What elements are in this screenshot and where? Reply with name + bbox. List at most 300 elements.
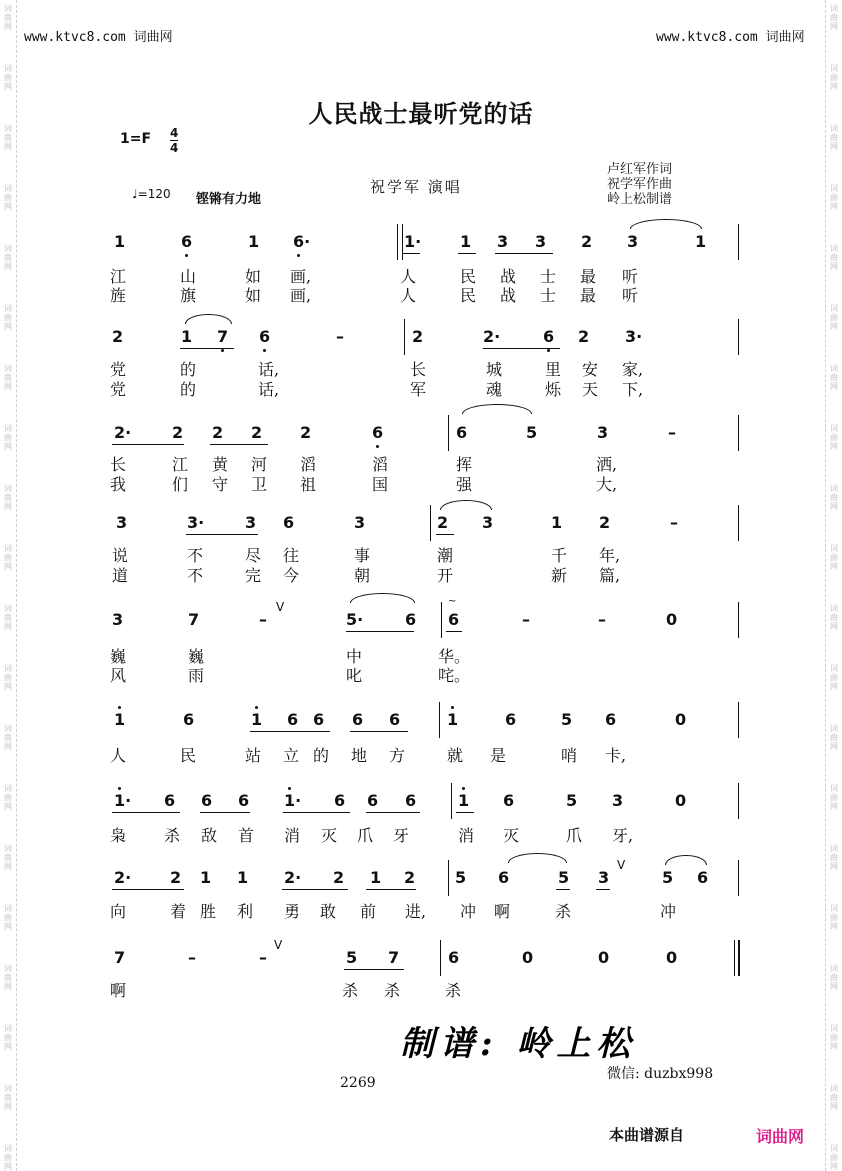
note: 3 — [535, 232, 547, 251]
slur — [350, 593, 415, 603]
note: 7 — [188, 610, 200, 629]
credits — [607, 162, 672, 207]
slur — [665, 855, 707, 865]
lyric-syllable: 的 — [180, 380, 197, 399]
note: 6 — [181, 232, 193, 251]
watermark-glyphs: 词 曲 网 — [830, 724, 838, 751]
lyric-syllable: 民 — [460, 267, 477, 286]
lyric-syllable: 旗 — [180, 286, 197, 305]
octave-dot-below — [263, 349, 266, 352]
watermark-glyphs: 词 曲 网 — [830, 124, 838, 151]
barline — [397, 224, 398, 260]
note: 5 — [558, 868, 570, 887]
note: 6 — [164, 791, 176, 810]
octave-dot-below — [221, 349, 224, 352]
beam-underline — [350, 731, 408, 732]
lyric-syllable: 道 — [112, 566, 129, 585]
lyric-syllable: 地 — [351, 746, 368, 765]
note: 1 — [251, 710, 263, 729]
slur — [440, 500, 492, 510]
lyric-syllable: 哨 — [561, 746, 578, 765]
barline — [734, 940, 735, 976]
note: 6 — [287, 710, 299, 729]
barline — [430, 505, 431, 541]
lyric-syllable: 话, — [258, 360, 280, 379]
lyric-syllable: 滔 — [372, 455, 389, 474]
lyric-syllable: 巍 — [110, 647, 127, 666]
note: 6 — [605, 710, 617, 729]
note: 1 — [460, 232, 472, 251]
note: 5 — [455, 868, 467, 887]
octave-dot-below — [297, 254, 300, 257]
note: 6 — [448, 948, 460, 967]
lyric-syllable: 爪 — [357, 826, 374, 845]
note: 6 — [389, 710, 401, 729]
note: 2 — [404, 868, 416, 887]
octave-dot-below — [185, 254, 188, 257]
note: 0 — [675, 710, 687, 729]
watermark-glyphs: 词 曲 网 — [830, 4, 838, 31]
lyric-syllable: 听 — [622, 267, 639, 286]
lyric-syllable: 事 — [354, 546, 371, 565]
maker-signature: 制谱: 岭上松 — [400, 1024, 637, 1064]
lyric-syllable: 们 — [172, 475, 189, 494]
note: 1· — [284, 791, 302, 810]
lyric-syllable: 最 — [580, 267, 597, 286]
note: 6 — [697, 868, 709, 887]
lyric-syllable: 天 — [582, 380, 599, 399]
note: 1 — [114, 710, 126, 729]
beam-underline — [250, 731, 330, 732]
watermark-glyphs: 词 曲 网 — [830, 364, 838, 391]
lyric-syllable: 就 — [447, 746, 464, 765]
note: 3 — [116, 513, 128, 532]
note: 6 — [503, 791, 515, 810]
lyric-syllable: 巍 — [188, 647, 205, 666]
trill-ornament: ~ — [448, 596, 457, 607]
lyric-syllable: 强 — [456, 475, 473, 494]
beam-underline — [366, 812, 420, 813]
slur — [185, 314, 232, 324]
watermark-glyphs: 词 曲 网 — [830, 424, 838, 451]
lyric-syllable: 开 — [437, 566, 454, 585]
watermark-glyphs: 词 曲 网 — [4, 244, 12, 271]
beam-underline — [186, 534, 258, 535]
lyric-syllable: 洒, — [596, 455, 618, 474]
lyric-syllable: 中 — [346, 647, 363, 666]
watermark-glyphs: 词 曲 网 — [830, 1024, 838, 1051]
beam-underline — [495, 253, 553, 254]
lyric-syllable: 方 — [389, 746, 406, 765]
right-watermark-strip — [825, 0, 842, 1171]
note: 2 — [412, 327, 424, 346]
note: – — [188, 948, 196, 967]
left-watermark-strip — [0, 0, 17, 1171]
lyric-syllable: 听 — [622, 286, 639, 305]
octave-dot-below — [547, 349, 550, 352]
beam-underline — [346, 631, 414, 632]
note: 1 — [447, 710, 459, 729]
watermark-glyphs: 词 曲 网 — [830, 184, 838, 211]
lyric-syllable: 千 — [551, 546, 568, 565]
beam-underline — [456, 812, 474, 813]
lyric-syllable: 新 — [551, 566, 568, 585]
note: 1· — [114, 791, 132, 810]
lyric-syllable: 战 — [500, 267, 517, 286]
wechat-contact: 微信: duzbx998 — [607, 1066, 714, 1082]
note: 6 — [283, 513, 295, 532]
watermark-glyphs: 词 曲 网 — [830, 304, 838, 331]
time-signature-bottom: 4 — [170, 141, 179, 155]
note: 5 — [526, 423, 538, 442]
note: 2 — [170, 868, 182, 887]
lyric-syllable: 风 — [110, 666, 127, 685]
lyric-syllable: 人 — [400, 267, 417, 286]
lyric-syllable: 人 — [400, 286, 417, 305]
beam-underline — [200, 812, 250, 813]
lyric-syllable: 士 — [540, 267, 557, 286]
lyric-syllable: 冲 — [460, 902, 477, 921]
watermark-glyphs: 词 曲 网 — [4, 364, 12, 391]
lyric-syllable: 华。 — [438, 647, 471, 666]
watermark-glyphs: 词 曲 网 — [4, 64, 12, 91]
lyric-syllable: 杀 — [164, 826, 181, 845]
watermark-glyphs: 词 曲 网 — [830, 964, 838, 991]
note: 2 — [172, 423, 184, 442]
lyric-syllable: 烁 — [545, 380, 562, 399]
beam-underline — [366, 889, 416, 890]
note: 2 — [333, 868, 345, 887]
octave-dot-above — [451, 706, 454, 709]
breath-mark: V — [617, 858, 626, 872]
barline — [738, 319, 739, 355]
lyric-syllable: 灭 — [503, 826, 520, 845]
beam-underline — [344, 969, 404, 970]
watermark-glyphs: 词 曲 网 — [830, 544, 838, 571]
note: 1 — [370, 868, 382, 887]
barline — [738, 224, 739, 260]
note: 1 — [695, 232, 707, 251]
lyric-syllable: 啊 — [494, 902, 511, 921]
lyric-syllable: 大, — [596, 475, 618, 494]
lyric-syllable: 我 — [110, 475, 127, 494]
watermark-glyphs: 词 曲 网 — [4, 724, 12, 751]
lyric-syllable: 篇, — [599, 566, 621, 585]
note: 6 — [352, 710, 364, 729]
lyric-syllable: 牙 — [393, 826, 410, 845]
note: 5 — [662, 868, 674, 887]
lyric-syllable: 消 — [284, 826, 301, 845]
note: 1 — [248, 232, 260, 251]
source-label: 本曲谱源自 — [609, 1126, 685, 1144]
note: 0 — [666, 948, 678, 967]
watermark-glyphs: 词 曲 网 — [830, 1144, 838, 1171]
lyric-syllable: 牙, — [612, 826, 634, 845]
note: 5 — [346, 948, 358, 967]
watermark-glyphs: 词 曲 网 — [830, 604, 838, 631]
lyric-syllable: 不 — [187, 546, 204, 565]
time-signature-top: 4 — [170, 126, 179, 140]
watermark-glyphs: 词 曲 网 — [830, 244, 838, 271]
lyric-syllable: 向 — [110, 902, 127, 921]
lyric-syllable: 国 — [372, 475, 389, 494]
note: 3 — [245, 513, 257, 532]
note: 3· — [187, 513, 205, 532]
lyric-syllable: 冲 — [660, 902, 677, 921]
beam-underline — [458, 253, 476, 254]
lyric-syllable: 如 — [245, 267, 262, 286]
lyric-syllable: 灭 — [321, 826, 338, 845]
watermark-glyphs: 词 曲 网 — [4, 184, 12, 211]
note: 6 — [334, 791, 346, 810]
watermark-glyphs: 词 曲 网 — [4, 544, 12, 571]
expression-mark: 铿锵有力地 — [196, 192, 262, 207]
watermark-glyphs: 词 曲 网 — [4, 784, 12, 811]
barline — [738, 415, 739, 451]
note: 3 — [627, 232, 639, 251]
lyric-syllable: 勇 — [284, 902, 301, 921]
lyric-syllable: 前 — [360, 902, 377, 921]
lyric-syllable: 山 — [180, 267, 197, 286]
beam-underline — [112, 889, 184, 890]
note: 1 — [551, 513, 563, 532]
barline — [448, 860, 449, 896]
lyric-syllable: 最 — [580, 286, 597, 305]
lyric-syllable: 不 — [187, 566, 204, 585]
watermark-glyphs: 词 曲 网 — [830, 664, 838, 691]
note: 2 — [212, 423, 224, 442]
barline — [738, 860, 739, 896]
note: 6 — [183, 710, 195, 729]
barline — [738, 940, 740, 976]
watermark-glyphs: 词 曲 网 — [4, 4, 12, 31]
lyric-syllable: 长 — [110, 455, 127, 474]
lyric-syllable: 消 — [458, 826, 475, 845]
lyric-syllable: 潮 — [437, 546, 454, 565]
note: 3 — [112, 610, 124, 629]
note: 2 — [251, 423, 263, 442]
watermark-glyphs: 词 曲 网 — [830, 904, 838, 931]
lyric-syllable: 叱 — [346, 666, 363, 685]
header-right-url[interactable]: www.ktvc8.com 词曲网 — [656, 30, 805, 45]
barline — [738, 505, 739, 541]
beam-underline — [402, 253, 420, 254]
watermark-glyphs: 词 曲 网 — [4, 844, 12, 871]
lyric-syllable: 杀 — [555, 902, 572, 921]
transcriber-credit: 岭上松制谱 — [607, 192, 673, 207]
note: 2· — [483, 327, 501, 346]
page-number: 2269 — [340, 1075, 376, 1091]
note: 1 — [181, 327, 193, 346]
lyric-syllable: 话, — [258, 380, 280, 399]
lyric-syllable: 画, — [290, 286, 312, 305]
note: 1 — [458, 791, 470, 810]
lyric-syllable: 战 — [500, 286, 517, 305]
beam-underline — [483, 348, 560, 349]
lyric-syllable: 人 — [110, 746, 127, 765]
note: 3 — [598, 868, 610, 887]
lyric-syllable: 杀 — [384, 981, 401, 1000]
note: 0 — [598, 948, 610, 967]
lyric-syllable: 往 — [283, 546, 300, 565]
lyric-syllable: 啊 — [110, 981, 127, 1000]
breath-mark: V — [274, 938, 283, 952]
note: 6 — [367, 791, 379, 810]
lyric-syllable: 站 — [245, 746, 262, 765]
lyric-syllable: 长 — [410, 360, 427, 379]
note: 2 — [437, 513, 449, 532]
note: 1· — [404, 232, 422, 251]
note: 6· — [293, 232, 311, 251]
lyric-syllable: 是 — [490, 746, 507, 765]
lyric-syllable: 安 — [582, 360, 599, 379]
lyric-syllable: 画, — [290, 267, 312, 286]
octave-dot-below — [376, 445, 379, 448]
note: 6 — [313, 710, 325, 729]
beam-underline — [112, 812, 180, 813]
note: 0 — [522, 948, 534, 967]
watermark-glyphs: 词 曲 网 — [4, 484, 12, 511]
note: 6 — [372, 423, 384, 442]
octave-dot-above — [118, 787, 121, 790]
lyric-syllable: 枭 — [110, 826, 127, 845]
watermark-glyphs: 词 曲 网 — [830, 484, 838, 511]
beam-underline — [446, 631, 462, 632]
note: – — [336, 327, 344, 346]
breath-mark: V — [276, 600, 285, 614]
lyric-syllable: 民 — [460, 286, 477, 305]
lyric-syllable: 里 — [545, 360, 562, 379]
note: 3 — [354, 513, 366, 532]
note: 6 — [201, 791, 213, 810]
octave-dot-above — [288, 787, 291, 790]
note: 6 — [456, 423, 468, 442]
lyric-syllable: 利 — [237, 902, 254, 921]
watermark-glyphs: 词 曲 网 — [4, 1084, 12, 1111]
watermark-glyphs: 词 曲 网 — [4, 904, 12, 931]
note: 0 — [675, 791, 687, 810]
lyric-syllable: 城 — [486, 360, 503, 379]
slur — [630, 219, 702, 229]
note: 1 — [237, 868, 249, 887]
note: 1 — [114, 232, 126, 251]
lyric-syllable: 杀 — [342, 981, 359, 1000]
barline — [404, 319, 405, 355]
lyric-syllable: 胜 — [200, 902, 217, 921]
lyric-syllable: 河 — [251, 455, 268, 474]
note: 6 — [405, 610, 417, 629]
note: – — [259, 948, 267, 967]
lyric-syllable: 爪 — [566, 826, 583, 845]
lyric-syllable: 杀 — [445, 981, 462, 1000]
watermark-glyphs: 词 曲 网 — [830, 784, 838, 811]
lyric-syllable: 完 — [245, 566, 262, 585]
lyric-syllable: 家, — [622, 360, 644, 379]
lyric-syllable: 如 — [245, 286, 262, 305]
barline — [738, 702, 739, 738]
lyric-syllable: 黄 — [212, 455, 229, 474]
note: 6 — [448, 610, 460, 629]
watermark-glyphs: 词 曲 网 — [4, 604, 12, 631]
note: – — [668, 423, 676, 442]
note: 2 — [581, 232, 593, 251]
lyric-syllable: 江 — [110, 267, 127, 286]
note: 2· — [284, 868, 302, 887]
lyric-syllable: 朝 — [354, 566, 371, 585]
lyric-syllable: 咤。 — [438, 666, 471, 685]
note: 0 — [666, 610, 678, 629]
watermark-glyphs: 词 曲 网 — [4, 1144, 12, 1171]
note: 2 — [578, 327, 590, 346]
beam-underline — [210, 444, 268, 445]
barline — [439, 702, 440, 738]
lyric-syllable: 着 — [170, 902, 187, 921]
lyric-syllable: 滔 — [300, 455, 317, 474]
note: 5 — [561, 710, 573, 729]
watermark-glyphs: 词 曲 网 — [830, 844, 838, 871]
lyric-syllable: 卡, — [605, 746, 627, 765]
note: 6 — [498, 868, 510, 887]
lyric-syllable: 今 — [283, 566, 300, 585]
lyric-syllable: 军 — [410, 380, 427, 399]
note: 2· — [114, 868, 132, 887]
key-signature: 1=F — [120, 131, 152, 147]
composer-credit: 祝学军作曲 — [607, 177, 673, 192]
lyric-syllable: 说 — [112, 546, 129, 565]
note: 6 — [505, 710, 517, 729]
note: 6 — [405, 791, 417, 810]
lyric-syllable: 魂 — [486, 380, 503, 399]
time-signature — [170, 127, 178, 154]
performer: 祝学军 演唱 — [370, 178, 462, 196]
lyricist-credit: 卢红军作词 — [607, 162, 673, 177]
barline — [448, 415, 449, 451]
lyric-syllable: 旌 — [110, 286, 127, 305]
lyric-syllable: 党 — [110, 360, 127, 379]
lyric-syllable: 的 — [313, 746, 330, 765]
octave-dot-above — [255, 706, 258, 709]
barline — [451, 783, 452, 819]
slur — [508, 853, 567, 863]
song-title: 人民战士最听党的话 — [308, 100, 534, 128]
lyric-syllable: 祖 — [300, 475, 317, 494]
lyric-syllable: 尽 — [245, 546, 262, 565]
beam-underline — [436, 534, 454, 535]
lyric-syllable: 的 — [180, 360, 197, 379]
note: 7 — [217, 327, 229, 346]
watermark-glyphs: 词 曲 网 — [830, 1084, 838, 1111]
tempo-mark: ♩=120 — [132, 187, 171, 201]
lyric-syllable: 敌 — [201, 826, 218, 845]
note: 7 — [114, 948, 126, 967]
watermark-glyphs: 词 曲 网 — [830, 64, 838, 91]
note: 5 — [566, 791, 578, 810]
octave-dot-above — [118, 706, 121, 709]
note: 7 — [388, 948, 400, 967]
watermark-glyphs: 词 曲 网 — [4, 664, 12, 691]
barline — [738, 783, 739, 819]
lyric-syllable: 雨 — [188, 666, 205, 685]
header-left-url[interactable]: www.ktvc8.com 词曲网 — [24, 30, 173, 45]
brand-logo[interactable]: 词曲网 — [756, 1127, 805, 1146]
barline — [402, 224, 403, 260]
lyric-syllable: 江 — [172, 455, 189, 474]
lyric-syllable: 士 — [540, 286, 557, 305]
note: 3· — [625, 327, 643, 346]
barline — [738, 602, 739, 638]
lyric-syllable: 敢 — [320, 902, 337, 921]
lyric-syllable: 民 — [180, 746, 197, 765]
